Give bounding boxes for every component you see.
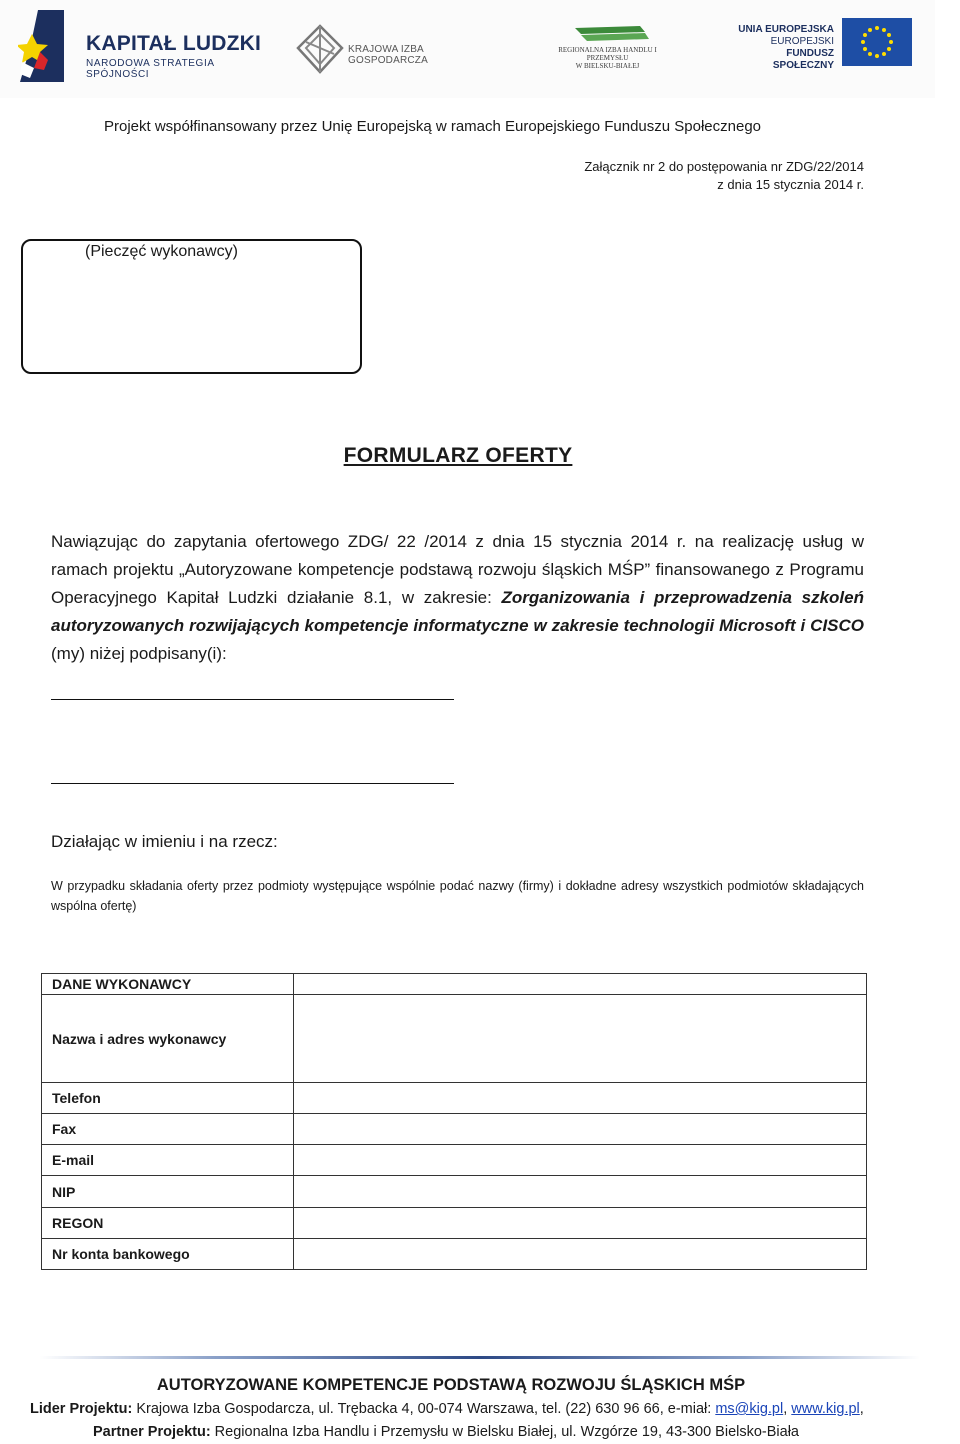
- row-label: Nazwa i adres wykonawcy: [42, 995, 294, 1083]
- row-value-field[interactable]: [294, 1145, 867, 1176]
- kig-name: KRAJOWA IZBA GOSPODARCZA: [348, 44, 428, 66]
- footer-lead-partner: [30, 1401, 864, 1417]
- row-value-field[interactable]: [294, 995, 867, 1083]
- eu-flag-icon: [842, 18, 912, 66]
- annex-reference: [584, 158, 864, 194]
- rih-line1: REGIONALNA IZBA HANDLU I PRZEMYSŁU: [558, 46, 657, 62]
- row-value-field[interactable]: [294, 974, 867, 995]
- table-row: [42, 1083, 867, 1114]
- footer-project-partner: [93, 1424, 799, 1440]
- lead-email-link[interactable]: ms@kig.pl: [715, 1401, 784, 1417]
- row-label: E-mail: [42, 1145, 294, 1176]
- rih-name: [545, 46, 670, 70]
- joint-offer-note: W przypadku składania oferty przez podmioty występujące wspólnie podać nazwy (firmy) i dokładne adresy wszystkich podmiotów składających wspólna ofertę): [51, 879, 864, 913]
- project-cofinancing-line: Projekt współfinansowany przez Unię Europejską w ramach Europejskiego Funduszu Społecznego: [104, 118, 762, 135]
- form-title: FORMULARZ OFERTY: [343, 444, 573, 467]
- table-row: [42, 1114, 867, 1145]
- signatory-name-line-2[interactable]: [51, 783, 454, 784]
- row-label: Telefon: [42, 1083, 294, 1114]
- kapital-ludzki-emblem-icon: [18, 8, 68, 84]
- lead-website-link[interactable]: www.kig.pl: [791, 1401, 860, 1417]
- row-value-field[interactable]: [294, 1176, 867, 1208]
- rih-emblem-icon: [545, 24, 670, 44]
- eu-line1: UNIA EUROPEJSKA: [738, 24, 834, 35]
- stamp-label: (Pieczęć wykonawcy): [85, 243, 238, 260]
- rih-logo: [545, 24, 670, 74]
- lead-label: Lider Projektu:: [30, 1401, 133, 1417]
- footer-divider: [40, 1356, 920, 1359]
- lead-text: Krajowa Izba Gospodarcza, ul. Trębacka 4, 00-074 Warszawa, tel. (22) 630 96 66, e-miał:: [132, 1401, 716, 1417]
- kig-emblem-icon: [296, 24, 344, 74]
- table-row: [42, 1208, 867, 1239]
- row-label: REGON: [42, 1208, 294, 1239]
- kapital-ludzki-title: KAPITAŁ LUDZKI: [86, 32, 262, 55]
- intro-paragraph: [51, 528, 864, 668]
- eu-logo: [730, 18, 912, 71]
- row-label: Nr konta bankowego: [42, 1239, 294, 1270]
- eu-text: [730, 24, 834, 72]
- footer-project-title: AUTORYZOWANE KOMPETENCJE PODSTAWĄ ROZWOJU ŚLĄSKICH MŚP: [156, 1376, 746, 1394]
- eu-line3: FUNDUSZ SPOŁECZNY: [772, 48, 834, 71]
- row-label: Fax: [42, 1114, 294, 1145]
- row-value-field[interactable]: [294, 1114, 867, 1145]
- table-row: [42, 1145, 867, 1176]
- acting-on-behalf-label: Działając w imieniu i na rzecz:: [51, 832, 278, 851]
- annex-line2: z dnia 15 stycznia 2014 r.: [717, 177, 864, 192]
- rih-line2: W BIELSKU-BIAŁEJ: [575, 62, 640, 70]
- kapital-ludzki-subtitle: NARODOWA STRATEGIA SPÓJNOŚCI: [86, 58, 215, 80]
- intro-scope: Zorganizowania i przeprowadzenia szkoleń autoryzowanych rozwijających kompetencje informatyczne w zakresie technologii Microsoft i CISCO: [51, 588, 864, 635]
- table-row: [42, 995, 867, 1083]
- row-value-field[interactable]: [294, 1083, 867, 1114]
- lead-end: ,: [859, 1401, 864, 1417]
- intro-tail: (my) niżej podpisany(i):: [51, 644, 227, 663]
- partner-label: Partner Projektu:: [93, 1424, 211, 1440]
- row-label: NIP: [42, 1176, 294, 1208]
- partner-text: Regionalna Izba Handlu i Przemysłu w Bielsku Białej, ul. Wzgórze 19, 43-300 Bielsko-Biała: [210, 1424, 799, 1440]
- lead-separator: ,: [783, 1401, 792, 1417]
- row-value-field[interactable]: [294, 1239, 867, 1270]
- table-row: [42, 974, 867, 995]
- annex-line1: Załącznik nr 2 do postępowania nr ZDG/22/2014: [584, 159, 864, 174]
- eu-line2: EUROPEJSKI: [770, 36, 834, 47]
- kig-logo: [296, 24, 496, 78]
- table-row: [42, 1176, 867, 1208]
- contractor-data-table: [41, 973, 867, 1270]
- intro-text: Nawiązując do zapytania ofertowego ZDG/ 22 /2014 z dnia 15 stycznia 2014 r. na realizację usług w ramach projektu „Autoryzowane kompetencje podstawą rozwoju śląskich MŚP” finansowanego z Programu Operacyjnego Kapitał Ludzki działanie 8.1, w zakresie:: [51, 532, 864, 607]
- row-value-field[interactable]: [294, 1208, 867, 1239]
- kapital-ludzki-logo: [18, 8, 268, 86]
- logo-header: [0, 0, 935, 98]
- contractor-stamp-box: [21, 239, 362, 374]
- signatory-name-line-1[interactable]: [51, 699, 454, 700]
- row-label: DANE WYKONAWCY: [42, 974, 294, 995]
- table-row: [42, 1239, 867, 1270]
